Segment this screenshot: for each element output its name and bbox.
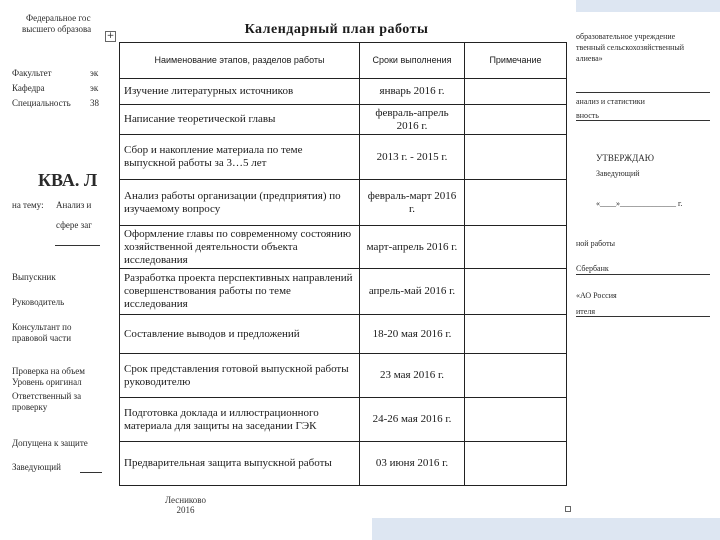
stage-cell[interactable]: Предварительная защита выпускной работы <box>120 442 360 486</box>
note-cell[interactable] <box>465 105 567 135</box>
topic-value1: Анализ и <box>56 200 92 210</box>
specialty-value: 38 <box>90 98 99 108</box>
right-line-1 <box>576 92 710 93</box>
dept-right: анализ и статистики <box>576 97 645 106</box>
graduate-label: Выпускник <box>12 272 56 282</box>
document-footer <box>165 495 206 515</box>
right-line-2 <box>576 120 710 121</box>
work-type: КВА. Л <box>38 170 98 190</box>
term-cell[interactable]: 03 июня 2016 г. <box>360 442 465 486</box>
table-row <box>120 135 567 180</box>
term-cell[interactable]: апрель-май 2016 г. <box>360 269 465 315</box>
head-right: Заведующий <box>596 169 640 178</box>
column-header-stage: Наименование этапов, разделов работы <box>120 43 360 79</box>
org-name-line2: высшего образова <box>22 24 92 34</box>
signature-underline <box>80 472 102 473</box>
table-row <box>120 315 567 354</box>
date-line: «____»______________ г. <box>596 199 683 208</box>
org-name-line1: Федеральное гос <box>26 13 91 23</box>
table-header-row <box>120 43 567 79</box>
stage-cell[interactable]: Оформление главы по современному состоянию хозяйственной деятельности объекта исследования <box>120 226 360 269</box>
accent-strip-top <box>576 0 720 12</box>
term-cell[interactable]: февраль-март 2016 г. <box>360 180 465 226</box>
term-cell[interactable]: 18-20 мая 2016 г. <box>360 315 465 354</box>
stage-cell[interactable]: Написание теоретической главы <box>120 105 360 135</box>
term-cell[interactable]: январь 2016 г. <box>360 79 465 105</box>
stage-cell[interactable]: Срок представления готовой выпускной работы руководителю <box>120 354 360 398</box>
table-row <box>120 354 567 398</box>
stage-cell[interactable]: Подготовка доклада и иллюстрационного материала для защиты на заседании ГЭК <box>120 398 360 442</box>
accent-strip-bottom <box>372 518 720 540</box>
table-resize-handle-icon[interactable] <box>565 506 571 512</box>
admitted-label: Допущена к защите <box>12 438 88 448</box>
stage-cell[interactable]: Сбор и накопление материала по теме выпускной работы за 3…5 лет <box>120 135 360 180</box>
table-row <box>120 226 567 269</box>
stage-cell[interactable]: Составление выводов и предложений <box>120 315 360 354</box>
ao-right: «АО Россия <box>576 291 617 300</box>
faculty-value: эк <box>90 68 99 78</box>
column-header-term: Сроки выполнения <box>360 43 465 79</box>
note-cell[interactable] <box>465 180 567 226</box>
specialty-label: Специальность <box>12 98 71 108</box>
check-line1: Проверка на объем <box>12 366 85 376</box>
right-line-4 <box>576 316 710 317</box>
term-cell[interactable]: 23 мая 2016 г. <box>360 354 465 398</box>
note-cell[interactable] <box>465 79 567 105</box>
consultant-label1: Консультант по <box>12 322 72 332</box>
note-cell[interactable] <box>465 398 567 442</box>
approve-label: УТВЕРЖДАЮ <box>596 153 655 163</box>
consultant-label2: правовой части <box>12 333 72 343</box>
leader-right: ителя <box>576 307 595 316</box>
term-cell[interactable]: февраль-апрель 2016 г. <box>360 105 465 135</box>
note-cell[interactable] <box>465 442 567 486</box>
column-header-note: Примечание <box>465 43 567 79</box>
topic-underline <box>55 245 100 246</box>
org-right-line3: алиева» <box>576 54 603 63</box>
table-move-handle-icon[interactable]: + <box>106 31 115 41</box>
check-line3: Ответственный за <box>12 391 82 401</box>
table-row <box>120 180 567 226</box>
note-cell[interactable] <box>465 354 567 398</box>
footer-place: Лесниково <box>165 495 206 505</box>
faculty-label: Факультет <box>12 68 52 78</box>
field-right: вность <box>576 111 599 120</box>
stage-cell[interactable]: Анализ работы организации (предприятия) по изучаемому вопросу <box>120 180 360 226</box>
right-line-3 <box>576 274 710 275</box>
table-row <box>120 398 567 442</box>
calendar-plan-table <box>119 42 567 486</box>
term-cell[interactable]: март-апрель 2016 г. <box>360 226 465 269</box>
note-cell[interactable] <box>465 135 567 180</box>
department-value: эк <box>90 83 99 93</box>
note-cell[interactable] <box>465 269 567 315</box>
table-row <box>120 105 567 135</box>
table-row <box>120 79 567 105</box>
org-right-line1: образовательное учреждение <box>576 32 676 41</box>
term-cell[interactable]: 24-26 мая 2016 г. <box>360 398 465 442</box>
stage-cell[interactable]: Разработка проекта перспективных направлений совершенствования работы по теме исследования <box>120 269 360 315</box>
table-row <box>120 269 567 315</box>
note-cell[interactable] <box>465 315 567 354</box>
stage-cell[interactable]: Изучение литературных источников <box>120 79 360 105</box>
check-line4: проверку <box>12 402 48 412</box>
work-right: ной работы <box>576 239 615 248</box>
table-row <box>120 442 567 486</box>
footer-year: 2016 <box>176 505 195 515</box>
page-title: Календарный план работы <box>244 22 429 37</box>
topic-value2: сфере заг <box>56 220 92 230</box>
head-dept-label: Заведующий <box>12 462 61 472</box>
calendar-plan-page <box>105 18 568 510</box>
term-cell[interactable]: 2013 г. - 2015 г. <box>360 135 465 180</box>
check-line2: Уровень оригинал <box>12 377 82 387</box>
topic-label: на тему: <box>12 200 44 210</box>
supervisor-label: Руководитель <box>12 297 65 307</box>
department-label: Кафедра <box>12 83 45 93</box>
org-right-line2: твенный сельскохозяйственный <box>576 43 685 52</box>
note-cell[interactable] <box>465 226 567 269</box>
sber-right: Сбербанк <box>576 264 609 273</box>
